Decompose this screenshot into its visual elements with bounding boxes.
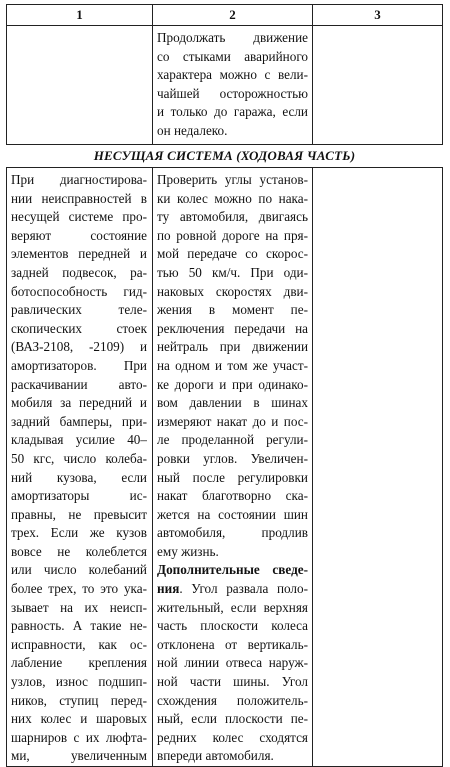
text-line: Проверить углы установ- — [157, 172, 308, 187]
text-line: зывает на их неисп- — [11, 599, 147, 615]
text-line: впереди автомобиля. — [157, 748, 274, 764]
additional-info-body — [157, 599, 308, 766]
text-line: ный после регулировки — [157, 469, 308, 485]
chassis-col-2 — [153, 168, 313, 767]
text-line: При диагностирова- — [11, 172, 147, 187]
text-line: на одном и том же участ- — [157, 357, 308, 373]
text-line: ровки углов. Увеличен- — [157, 450, 308, 466]
text-line: раскачивании авто- — [11, 376, 147, 392]
text-line: жения в момент пе- — [157, 302, 308, 318]
text-line: мой передаче со скорос- — [157, 246, 308, 262]
text-line: веряют состояние — [11, 227, 147, 243]
text-line: мобиля за передний и — [11, 395, 147, 411]
text-line: ников, ступиц перед- — [11, 692, 147, 708]
text-line: реключения передачи на — [157, 320, 308, 336]
text-line: или число колебаний — [11, 562, 147, 578]
text-line: отклонена от вертикаль- — [157, 636, 308, 652]
text-line: элементов передней и — [11, 246, 147, 262]
header-col-3: 3 — [313, 5, 443, 26]
text-line: часть плоскости колеса — [157, 618, 308, 634]
section-row — [7, 145, 443, 168]
remedy-text — [153, 171, 312, 561]
text-line: узлов, износ подшип- — [11, 674, 147, 690]
text-line: ний кузова, если — [11, 469, 147, 485]
text-line: ми, увеличенным — [11, 748, 147, 764]
text-line: ной линии отвеса наруж- — [157, 655, 308, 671]
text-line: вовсе не колеблется — [11, 543, 147, 559]
text-line: более трех, то это ука- — [11, 581, 147, 597]
text-line: жется на состоянии шин — [157, 506, 308, 522]
text-line: и только до гаража, если — [157, 104, 308, 120]
continuation-row — [7, 26, 443, 145]
text-line: них колес и шаровых — [11, 711, 147, 727]
text-line: со стыками аварийного — [157, 48, 308, 64]
text-line: чайшей осторожностью — [157, 85, 308, 101]
text-line: ке дороги и при одинако- — [157, 376, 308, 392]
additional-info-line: ния. Угол развала поло- — [157, 581, 308, 597]
chassis-col-3 — [313, 168, 443, 767]
chassis-col-1 — [7, 168, 153, 767]
document-page — [6, 4, 442, 764]
text-line: ки колес можно по нака- — [157, 190, 308, 206]
text-line: нейтраль при движении — [157, 339, 308, 355]
text-line: наковых скоростях дви- — [157, 283, 308, 299]
text-line: задний бамперы, при- — [11, 413, 147, 429]
continuation-col-1 — [7, 26, 153, 145]
text-line: исправности, как ос- — [11, 636, 147, 652]
text-line: схождения положитель- — [157, 692, 308, 708]
text-line: характера можно с вели- — [157, 67, 308, 83]
diagnosis-text — [7, 171, 152, 766]
header-row — [7, 5, 443, 26]
section-title: НЕСУЩАЯ СИСТЕМА (ХОДОВАЯ ЧАСТЬ) — [93, 148, 356, 163]
text-line: ему жизнь. — [157, 543, 219, 559]
text-line: задней подвесок, ра- — [11, 264, 147, 280]
text-line: ту автомобиля, двигаясь — [157, 209, 308, 225]
text-line: жительный, если верхняя — [157, 599, 308, 615]
text-line: автомобиля, продлив — [157, 525, 308, 541]
text-line: он недалеко. — [157, 122, 228, 138]
text-line: амортизаторы ис- — [11, 488, 147, 504]
continuation-col-2 — [153, 26, 313, 145]
text-line: измеряют накат до и пос- — [157, 413, 308, 429]
continuation-text — [153, 29, 312, 141]
text-line: равность. А такие не- — [11, 618, 147, 634]
text-line: Продолжать движение — [157, 30, 308, 45]
text-line: шарниров с их люфта- — [11, 729, 147, 745]
header-col-1: 1 — [7, 5, 153, 26]
text-line: правны, не превысит — [11, 506, 147, 522]
additional-info — [153, 561, 312, 766]
text-line: ботоспособность гид- — [11, 283, 147, 299]
diagnostics-table — [6, 4, 443, 767]
text-line: ле проделанной регули- — [157, 432, 308, 448]
chassis-row — [7, 168, 443, 767]
text-line: 50 кгс, число колеба- — [11, 450, 147, 466]
text-line: лабление крепления — [11, 655, 147, 671]
text-line: равлических теле- — [11, 302, 147, 318]
text-line: накат благотворно ска- — [157, 488, 308, 504]
continuation-col-3 — [313, 26, 443, 145]
text-line: скопических стоек — [11, 320, 147, 336]
text-line: кладывая усилие 40– — [11, 432, 147, 448]
additional-info-heading: Дополнительные сведе- — [157, 562, 308, 578]
text-line: ный, если плоскости пе- — [157, 711, 308, 727]
text-line: редних колес сходятся — [157, 729, 308, 745]
text-line: амортизаторов. При — [11, 357, 147, 373]
text-line: ной части шины. Угол — [157, 674, 308, 690]
text-line: по ровной дороге на пря- — [157, 227, 308, 243]
text-line: несущей системе про- — [11, 209, 147, 225]
text-line: трех. Если же кузов — [11, 525, 147, 541]
text-line: вом давлении в шинах — [157, 395, 308, 411]
header-col-2: 2 — [153, 5, 313, 26]
text-line: нии неисправностей в — [11, 190, 147, 206]
section-title-cell — [7, 145, 443, 168]
text-line: (ВАЗ-2108, -2109) и — [11, 339, 147, 355]
text-line: тью 50 км/ч. При оди- — [157, 264, 308, 280]
